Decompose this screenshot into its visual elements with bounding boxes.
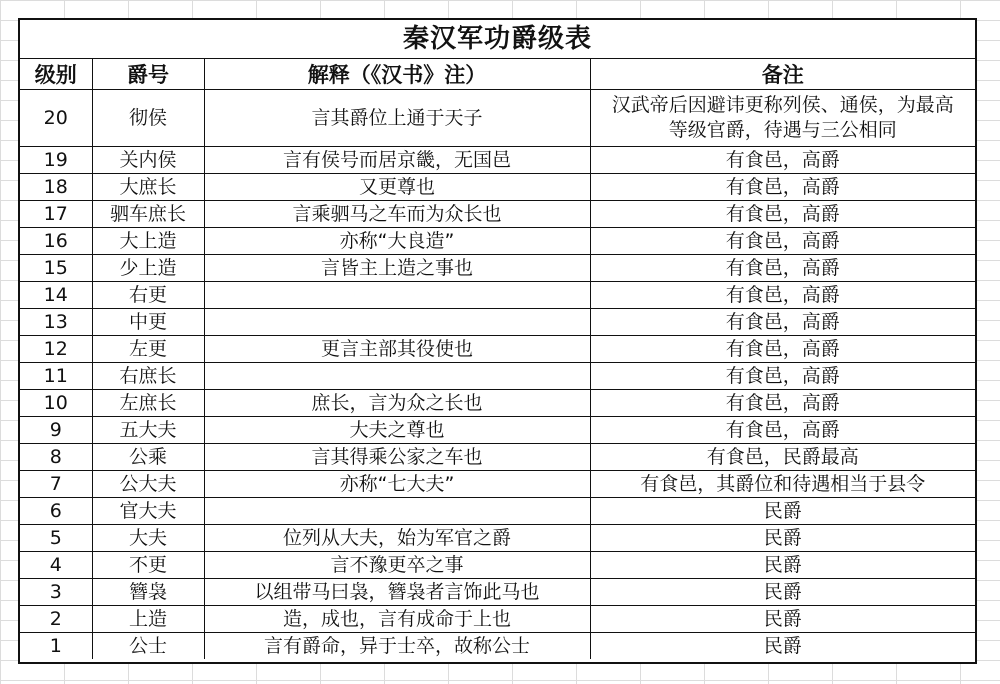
rank-explanation-cell: 言皆主上造之事也 (204, 255, 590, 282)
rank-explanation-cell: 大夫之尊也 (204, 417, 590, 444)
rank-level-cell: 7 (20, 471, 92, 498)
rank-name-cell: 彻侯 (92, 90, 204, 147)
table-row (20, 606, 975, 633)
table-row (20, 147, 975, 174)
rank-note-cell: 有食邑，高爵 (590, 390, 975, 417)
table-row (20, 201, 975, 228)
rank-level-cell: 11 (20, 363, 92, 390)
rank-note-cell: 有食邑，高爵 (590, 282, 975, 309)
rank-level-cell: 19 (20, 147, 92, 174)
rank-note-cell: 有食邑，高爵 (590, 417, 975, 444)
rank-name-cell: 公乘 (92, 444, 204, 471)
table-row (20, 471, 975, 498)
rank-name-cell: 大夫 (92, 525, 204, 552)
rank-explanation-cell: 言有侯号而居京畿，无国邑 (204, 147, 590, 174)
rank-level-cell: 1 (20, 633, 92, 660)
rank-note-text: 汉武帝后因避讳更称列侯、通侯，为最高等级官爵，待遇与三公相同 (611, 94, 954, 141)
rank-explanation-cell: 言其得乘公家之车也 (204, 444, 590, 471)
rank-explanation-cell: 庶长，言为众之长也 (204, 390, 590, 417)
rank-name-cell: 公大夫 (92, 471, 204, 498)
rank-note-cell: 有食邑，民爵最高 (590, 444, 975, 471)
rank-explanation-cell: 亦称“大良造” (204, 228, 590, 255)
rank-note-cell: 有食邑，高爵 (590, 363, 975, 390)
table-row (20, 633, 975, 660)
rank-explanation-cell (204, 498, 590, 525)
table-row (20, 390, 975, 417)
table-row (20, 363, 975, 390)
rank-explanation-cell: 又更尊也 (204, 174, 590, 201)
rank-name-cell: 不更 (92, 552, 204, 579)
rank-note-cell: 有食邑，高爵 (590, 255, 975, 282)
table-row (20, 417, 975, 444)
rank-explanation-cell (204, 363, 590, 390)
table-row (20, 525, 975, 552)
rank-level-cell: 4 (20, 552, 92, 579)
rank-explanation-cell: 造，成也，言有成命于上也 (204, 606, 590, 633)
rank-name-cell: 簪袅 (92, 579, 204, 606)
table-row (20, 282, 975, 309)
table-title: 秦汉军功爵级表 (20, 20, 975, 59)
table-row (20, 90, 975, 147)
rank-level-cell: 6 (20, 498, 92, 525)
rank-note-cell: 民爵 (590, 552, 975, 579)
header-title-name: 爵号 (92, 59, 204, 90)
rank-table (20, 59, 975, 659)
table-row (20, 228, 975, 255)
rank-note-cell: 有食邑，其爵位和待遇相当于县令 (590, 471, 975, 498)
rank-name-cell: 官大夫 (92, 498, 204, 525)
rank-name-cell: 大上造 (92, 228, 204, 255)
rank-level-cell: 8 (20, 444, 92, 471)
rank-level-cell: 13 (20, 309, 92, 336)
rank-level-cell: 15 (20, 255, 92, 282)
rank-name-cell: 驷车庶长 (92, 201, 204, 228)
rank-explanation-cell: 位列从大夫，始为军官之爵 (204, 525, 590, 552)
rank-name-cell: 上造 (92, 606, 204, 633)
rank-explanation-cell: 亦称“七大夫” (204, 471, 590, 498)
rank-name-cell: 左庶长 (92, 390, 204, 417)
rank-explanation-cell (204, 309, 590, 336)
rank-name-cell: 右庶长 (92, 363, 204, 390)
table-row (20, 336, 975, 363)
rank-note-cell: 有食邑，高爵 (590, 309, 975, 336)
rank-name-cell: 右更 (92, 282, 204, 309)
rank-note-cell (590, 90, 975, 147)
rank-level-cell: 2 (20, 606, 92, 633)
table-row (20, 174, 975, 201)
header-level: 级别 (20, 59, 92, 90)
rank-name-cell: 关内侯 (92, 147, 204, 174)
rank-level-cell: 20 (20, 90, 92, 147)
header-note: 备注 (590, 59, 975, 90)
table-row (20, 579, 975, 606)
rank-level-cell: 14 (20, 282, 92, 309)
rank-note-cell: 有食邑，高爵 (590, 147, 975, 174)
rank-note-cell: 有食邑，高爵 (590, 228, 975, 255)
table-row (20, 255, 975, 282)
rank-explanation-cell (204, 282, 590, 309)
rank-level-cell: 16 (20, 228, 92, 255)
rank-level-cell: 10 (20, 390, 92, 417)
table-row (20, 498, 975, 525)
header-explanation: 解释（《汉书》注） (204, 59, 590, 90)
rank-level-cell: 3 (20, 579, 92, 606)
rank-name-cell: 公士 (92, 633, 204, 660)
table-body (20, 90, 975, 660)
rank-explanation-cell: 言乘驷马之车而为众长也 (204, 201, 590, 228)
rank-note-cell: 民爵 (590, 525, 975, 552)
rank-name-cell: 少上造 (92, 255, 204, 282)
header-row (20, 59, 975, 90)
rank-explanation-cell: 言不豫更卒之事 (204, 552, 590, 579)
table-row (20, 309, 975, 336)
rank-note-cell: 民爵 (590, 606, 975, 633)
rank-table-sheet (18, 18, 977, 664)
rank-explanation-cell: 以组带马曰袅，簪袅者言饰此马也 (204, 579, 590, 606)
rank-name-cell: 大庶长 (92, 174, 204, 201)
rank-note-cell: 民爵 (590, 633, 975, 660)
rank-note-cell: 有食邑，高爵 (590, 201, 975, 228)
rank-level-cell: 12 (20, 336, 92, 363)
rank-level-cell: 5 (20, 525, 92, 552)
table-row (20, 444, 975, 471)
table-row (20, 552, 975, 579)
rank-level-cell: 9 (20, 417, 92, 444)
rank-explanation-cell: 更言主部其役使也 (204, 336, 590, 363)
rank-note-cell: 有食邑，高爵 (590, 174, 975, 201)
rank-note-cell: 民爵 (590, 498, 975, 525)
rank-explanation-cell: 言其爵位上通于天子 (204, 90, 590, 147)
rank-note-cell: 民爵 (590, 579, 975, 606)
rank-explanation-cell: 言有爵命，异于士卒，故称公士 (204, 633, 590, 660)
rank-level-cell: 18 (20, 174, 92, 201)
rank-name-cell: 左更 (92, 336, 204, 363)
rank-level-cell: 17 (20, 201, 92, 228)
rank-name-cell: 中更 (92, 309, 204, 336)
rank-name-cell: 五大夫 (92, 417, 204, 444)
rank-note-cell: 有食邑，高爵 (590, 336, 975, 363)
